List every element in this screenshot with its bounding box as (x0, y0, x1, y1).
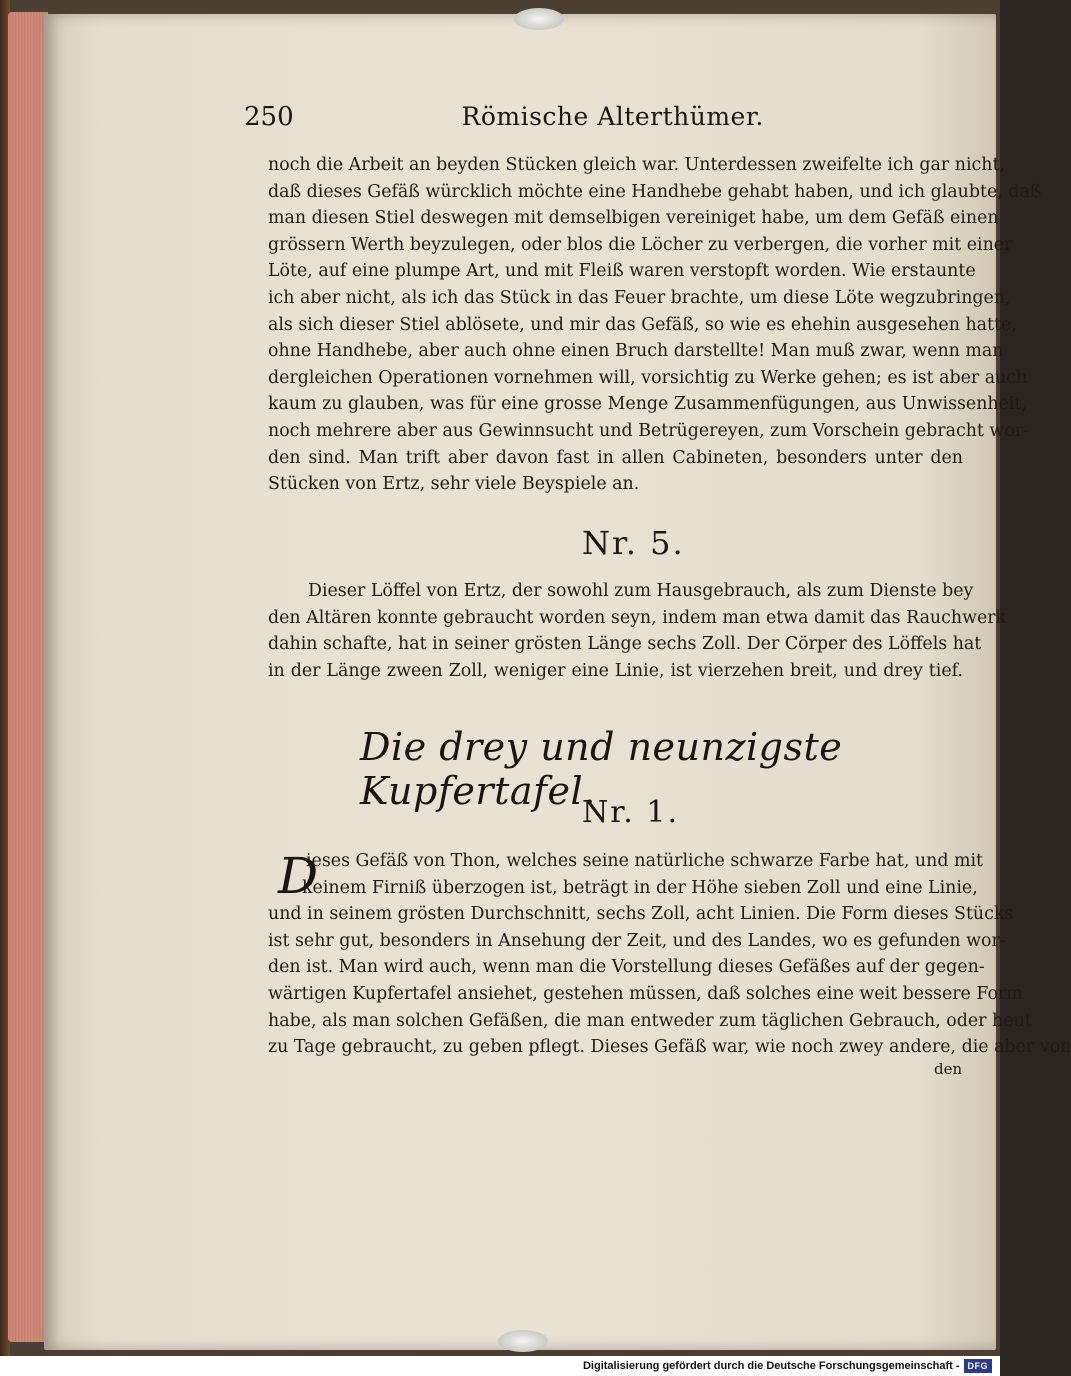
text-line: keinem Firniß überzogen ist, beträgt in der Höhe sieben Zoll und eine Linie, (302, 877, 978, 898)
text-line: ieses Gefäß von Thon, welches seine natürliche schwarze Farbe hat, und mit (306, 851, 984, 871)
text-line: kaum zu glauben, was für eine grosse Menge Zusammenfügungen, aus Unwissenheit, (268, 394, 1027, 415)
text-line: man diesen Stiel deswegen mit demselbigen vereiniget habe, um dem Gefäß einen (268, 208, 999, 229)
text-line: den sind. Man trift aber davon fast in allen Cabineten, besonders unter den (268, 447, 963, 468)
page-edges (8, 12, 48, 1342)
bottom-page-clip (498, 1330, 548, 1352)
heading-nr-5: Nr. 5. (582, 524, 685, 562)
running-header (244, 102, 764, 142)
text-line: ich aber nicht, als ich das Stück in das Feuer brachte, um diese Löte wegzubringen, (268, 287, 1011, 308)
text-line: ist sehr gut, besonders in Ansehung der Zeit, und des Landes, wo es gefunden wor- (268, 930, 1006, 951)
drop-cap: D (278, 847, 319, 905)
catchword: den (934, 1060, 963, 1078)
text-line: wärtigen Kupfertafel ansiehet, gestehen müssen, daß solches eine weit bessere Form (268, 983, 1023, 1004)
dfg-logo-icon: DFG (964, 1359, 993, 1373)
paragraph-3 (268, 848, 1071, 1061)
text-line: habe, als man solchen Gefäßen, die man entweder zum täglichen Gebrauch, oder heut (268, 1010, 1032, 1031)
text-line: ohne Handhebe, aber auch ohne einen Bruch darstellte! Man muß zwar, wenn man (268, 341, 1004, 362)
footer-credit: Digitalisierung gefördert durch die Deutsche Forschungsgemeinschaft - (582, 1360, 960, 1372)
text-line: grössern Werth beyzulegen, oder blos die Löcher zu verbergen, die vorher mit einer (268, 234, 1013, 255)
text-line: Dieser Löffel von Ertz, der sowohl zum Hausgebrauch, als zum Dienste bey (308, 581, 974, 601)
top-page-clip (514, 8, 564, 30)
text-line: Stücken von Ertz, sehr viele Beyspiele an. (268, 474, 640, 495)
text-line: noch mehrere aber aus Gewinnsucht und Betrügereyen, zum Vorschein gebracht wor- (268, 420, 1029, 441)
paragraph-2 (268, 578, 1007, 684)
text-line: daß dieses Gefäß würcklich möchte eine Handhebe gehabt haben, und ich glaubte, daß (268, 181, 1042, 202)
paragraph-1 (268, 152, 1042, 498)
text-line: zu Tage gebraucht, zu geben pflegt. Dieses Gefäß war, wie noch zwey andere, die aber von (268, 1037, 1071, 1058)
section-title: Die drey und neunzigste Kupfertafel. (360, 725, 843, 813)
text-line: in der Länge zween Zoll, weniger eine Linie, ist vierzehen breit, und drey tief. (268, 660, 963, 681)
text-line: und in seinem grösten Durchschnitt, sechs Zoll, acht Linien. Die Form dieses Stücks (268, 904, 1014, 925)
running-title: Römische Alterthümer. (461, 102, 764, 131)
text-line: noch die Arbeit an beyden Stücken gleich war. Unterdessen zweifelte ich gar nicht, (268, 155, 1005, 175)
text-line: dahin schafte, hat in seiner grösten Länge sechs Zoll. Der Cörper des Löffels hat (268, 634, 982, 655)
text-line: dergleichen Operationen vornehmen will, vorsichtig zu Werke gehen; es ist aber auch (268, 367, 1028, 388)
text-line: als sich dieser Stiel ablösete, und mir das Gefäß, so wie es ehehin ausgesehen hatte, (268, 314, 1017, 335)
text-line: Löte, auf eine plumpe Art, und mit Fleiß waren verstopft worden. Wie erstaunte (268, 261, 976, 282)
heading-nr-1: Nr. 1. (582, 795, 679, 830)
page-number: 250 (244, 102, 294, 132)
digitization-footer (0, 1356, 1000, 1376)
text-line: den Altären konnte gebraucht worden seyn, indem man etwa damit das Rauchwerk (268, 607, 1007, 628)
text-line: den ist. Man wird auch, wenn man die Vorstellung dieses Gefäßes auf der gegen- (268, 957, 985, 978)
